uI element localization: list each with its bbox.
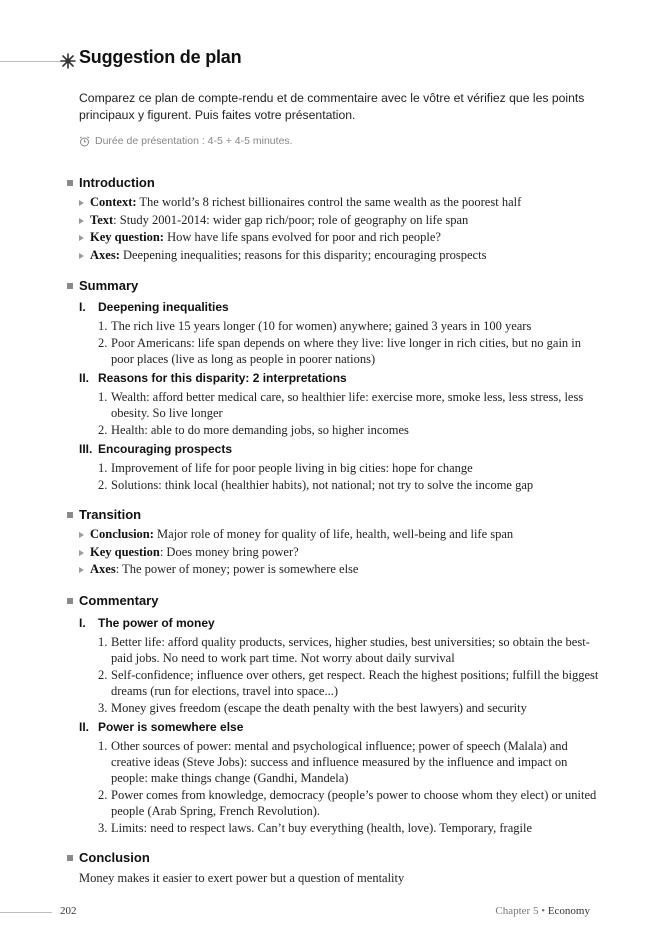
part-title: Reasons for this disparity: 2 interpretations [98, 371, 347, 385]
chapter-topic: Economy [547, 905, 590, 917]
numbered-item [98, 422, 606, 438]
item-text: Power comes from knowledge, democracy (people’s power to choose whom they elect) or united people (Arab Spring, French Revolution). [111, 787, 597, 818]
item-number: 1. [98, 461, 108, 475]
triangle-bullet-icon [79, 532, 84, 538]
intro-bullet [79, 194, 650, 212]
numbered-item [98, 738, 606, 786]
conclusion-text: Money makes it easier to exert power but a question of mentality [79, 870, 405, 885]
chapter-label [495, 905, 590, 917]
section-transition [0, 506, 650, 579]
chapter-separator: • [538, 905, 548, 917]
numbered-item [98, 667, 606, 699]
footer-rule [0, 912, 52, 913]
numbered-item [98, 460, 606, 476]
triangle-bullet-icon [79, 550, 84, 556]
item-number: 2. [98, 667, 108, 682]
bullet-text: : Study 2001-2014: wider gap rich/poor; role of geography on life span [113, 212, 469, 227]
numbered-item [98, 389, 606, 421]
item-number: 3. [98, 700, 108, 715]
section-commentary [0, 592, 650, 836]
bullet-text: : Does money bring power? [159, 544, 299, 559]
bullet-text: The world’s 8 richest billionaires control the same wealth as the poorest half [136, 195, 522, 209]
duration-note [79, 135, 293, 147]
bullet-text: : The power of money; power is somewhere else [115, 562, 359, 576]
item-number: 2. [98, 423, 108, 437]
numbered-item [98, 820, 606, 836]
bullet-label: Text [90, 212, 114, 227]
item-number: 3. [98, 820, 108, 835]
item-text: Wealth: afford better medical care, so healthier life: exercise more, smoke less, less stress, less obesity. So live longer [111, 390, 584, 420]
part-title: Encouraging prospects [98, 442, 233, 456]
alarm-clock-icon [79, 136, 90, 147]
numbered-item [98, 477, 606, 493]
commentary-part-heading [79, 615, 650, 632]
section-title [79, 592, 650, 610]
section-title [79, 506, 650, 524]
item-number: 2. [98, 336, 108, 350]
numbered-item [98, 318, 606, 334]
summary-part-heading [79, 299, 650, 316]
plan-content [0, 170, 650, 887]
item-number: 2. [98, 787, 108, 802]
intro-bullet [79, 247, 650, 265]
square-bullet-icon [67, 180, 73, 186]
item-text: Self-confidence; influence over others, get respect. Reach the highest positions; fulfill the biggest dreams (run for elections, travel into space...) [111, 667, 599, 698]
triangle-bullet-icon [79, 567, 84, 573]
duration-text: Durée de présentation : 4-5 + 4-5 minutes. [95, 135, 293, 147]
roman-numeral: II. [79, 371, 90, 385]
square-bullet-icon [67, 283, 73, 289]
square-bullet-icon [67, 855, 73, 861]
numbered-item [98, 787, 606, 819]
triangle-bullet-icon [79, 253, 84, 259]
bullet-text: How have life spans evolved for poor and rich people? [163, 230, 441, 244]
item-text: Other sources of power: mental and psychological influence; power of speech (Malala) and creative ideas (Steve Jobs): success and influence measured by the influence and impact on people: make things change (Gandhi, Mandela) [111, 738, 568, 785]
transition-bullet [79, 544, 650, 562]
bullet-label: Conclusion: [90, 527, 154, 541]
star-icon [60, 46, 76, 76]
square-bullet-icon [67, 598, 73, 604]
item-text: Money gives freedom (escape the death penalty with the best lawyers) and security [111, 700, 527, 715]
item-number: 1. [98, 738, 108, 753]
intro-paragraph: Comparez ce plan de compte-rendu et de commentaire avec le vôtre et vérifiez que les points principaux y figurent. Puis faites votre présentation. [79, 91, 585, 122]
section-introduction [0, 174, 650, 264]
commentary-part-heading [79, 719, 650, 736]
roman-numeral: II. [79, 719, 90, 734]
numbered-item [98, 700, 606, 716]
page-number: 202 [60, 905, 77, 917]
header-rule [0, 61, 62, 62]
section-title-text: Commentary [79, 592, 159, 608]
intro-bullet [79, 229, 650, 247]
roman-numeral: I. [79, 300, 86, 314]
item-number: 2. [98, 478, 108, 492]
triangle-bullet-icon [79, 218, 84, 224]
item-text: Improvement of life for poor people living in big cities: hope for change [111, 461, 473, 475]
triangle-bullet-icon [79, 235, 84, 241]
intro-bullet [79, 212, 650, 230]
section-summary [0, 277, 650, 493]
page-title: Suggestion de plan [79, 47, 242, 67]
bullet-label: Axes [90, 562, 116, 576]
section-title [79, 277, 650, 295]
bullet-label: Key question: [90, 230, 164, 244]
square-bullet-icon [67, 512, 73, 518]
bullet-text: Major role of money for quality of life, health, well-being and life span [153, 527, 514, 541]
bullet-label: Context: [90, 195, 137, 209]
roman-numeral: III. [79, 442, 93, 456]
numbered-item [98, 335, 606, 367]
section-title-text: Introduction [79, 175, 155, 190]
transition-bullet [79, 526, 650, 544]
section-conclusion [0, 849, 650, 887]
chapter-name: Chapter 5 [495, 905, 539, 917]
item-number: 1. [98, 319, 108, 333]
numbered-item [98, 634, 606, 666]
bullet-label: Key question [90, 544, 160, 559]
item-text: Health: able to do more demanding jobs, so higher incomes [111, 423, 409, 437]
part-title: Power is somewhere else [98, 719, 244, 734]
section-title-text: Summary [79, 278, 139, 293]
summary-part-heading [79, 441, 650, 458]
transition-bullet [79, 561, 650, 579]
bullet-text: Deepening inequalities; reasons for this disparity; encouraging prospects [119, 247, 487, 262]
roman-numeral: I. [79, 615, 86, 630]
page-header [0, 44, 650, 74]
part-title: The power of money [98, 615, 215, 630]
item-text: Poor Americans: life span depends on where they live: live longer in rich cities, but no gain in poor places (live as long as people in poorer nations) [111, 336, 582, 366]
bullet-label: Axes: [90, 247, 120, 262]
section-title [79, 174, 650, 192]
item-number: 1. [98, 634, 108, 649]
section-title-text: Conclusion [79, 849, 150, 865]
summary-part-heading [79, 370, 650, 387]
item-text: Solutions: think local (healthier habits), not national; not try to solve the income gap [111, 478, 534, 492]
part-title: Deepening inequalities [98, 300, 229, 314]
item-text: Better life: afford quality products, services, higher studies, best universities; so obtain the best-paid jobs. No need to work part time. Not worry about daily survival [111, 634, 590, 665]
item-text: Limits: need to respect laws. Can’t buy everything (health, love). Temporary, fragile [111, 820, 532, 835]
item-text: The rich live 15 years longer (10 for women) anywhere; gained 3 years in 100 years [111, 319, 532, 333]
triangle-bullet-icon [79, 200, 84, 206]
item-number: 1. [98, 390, 108, 404]
section-title [79, 849, 650, 867]
section-title-text: Transition [79, 507, 142, 522]
